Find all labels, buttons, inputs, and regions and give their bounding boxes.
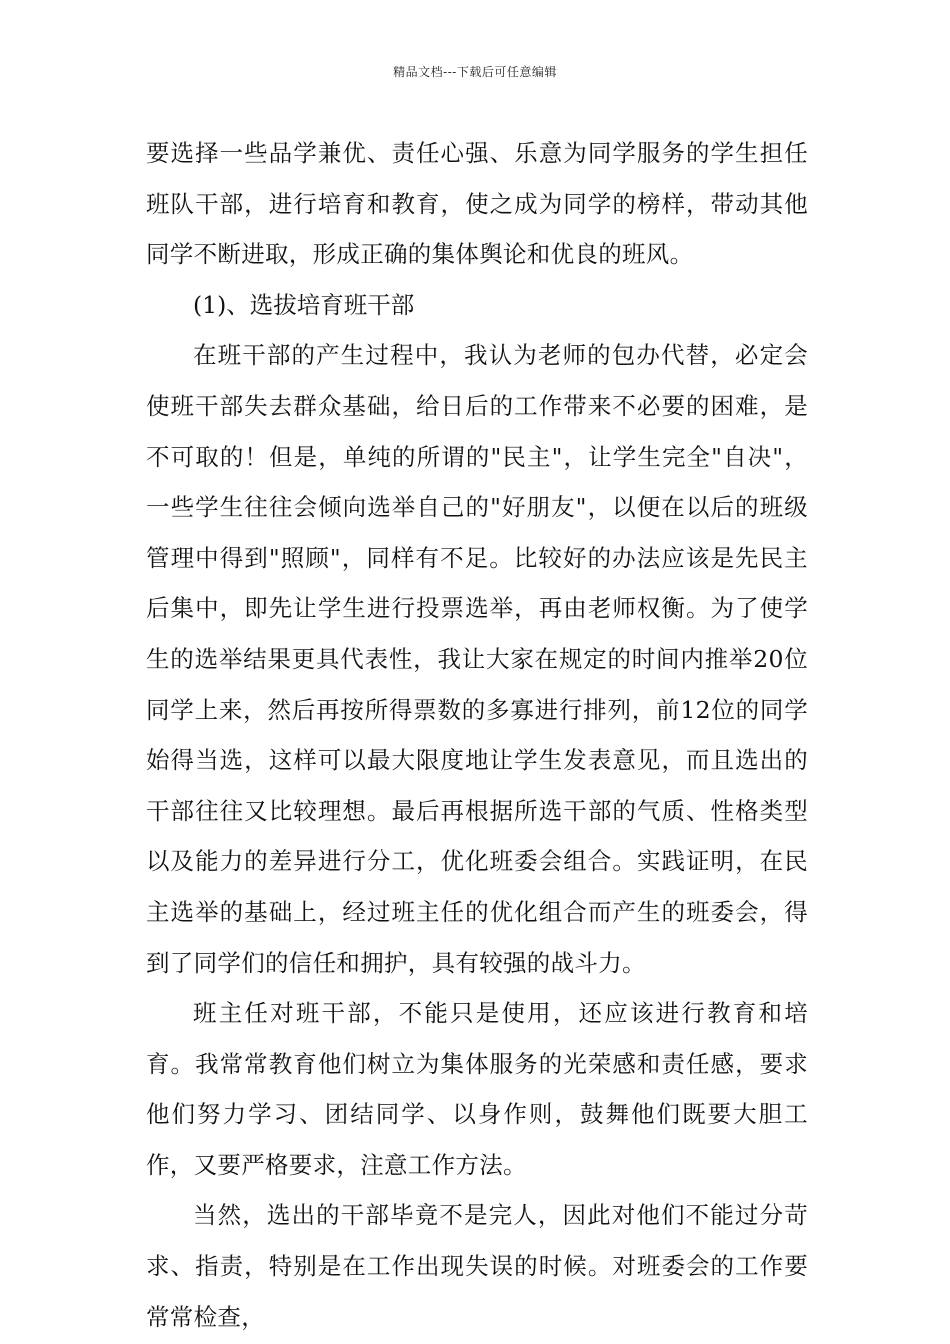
paragraph-3: 班主任对班干部，不能只是使用，还应该进行教育和培育。我常常教育他们树立为集体服务的光荣感和责任感，要求他们努力学习、团结同学、以身作则，鼓舞他们既要大胆工作，又要严格要求，注意工作方法。	[146, 999, 808, 1179]
document-body	[146, 128, 808, 1342]
paragraph-4: 当然，选出的干部毕竟不是完人，因此对他们不能过分苛求、指责，特别是在工作出现失误的时候。对班委会的工作要常常检查，	[146, 1201, 808, 1331]
paragraph-1: 要选择一些品学兼优、责任心强、乐意为同学服务的学生担任班队干部，进行培育和教育，使之成为同学的榜样，带动其他同学不断进取，形成正确的集体舆论和优良的班风。	[146, 139, 808, 269]
section-heading: (1)、选拔培育班干部	[193, 290, 415, 319]
page-header: 精品文档---下载后可任意编辑	[393, 65, 557, 79]
paragraph-2: 在班干部的产生过程中，我认为老师的包办代替，必定会使班干部失去群众基础，给日后的工作带来不必要的困难，是不可取的！但是，单纯的所谓的"民主"，让学生完全"自决"，一些学生往往会倾向选举自己的"好朋友"，以便在以后的班级管理中得到"照顾"，同样有不足。比较好的办法应该是先民主后集中，即先让学生进行投票选举，再由老师权衡。为了使学生的选举结果更具代表性，我让大家在规定的时间内推举20位同学上来，然后再按所得票数的多寡进行排列，前12位的同学始得当选，这样可以最大限度地让学生发表意见，而且选出的干部往往又比较理想。最后再根据所选干部的气质、性格类型以及能力的差异进行分工，优化班委会组合。实践证明，在民主选举的基础上，经过班主任的优化组合而产生的班委会，得到了同学们的信任和拥护，具有较强的战斗力。	[146, 341, 808, 977]
